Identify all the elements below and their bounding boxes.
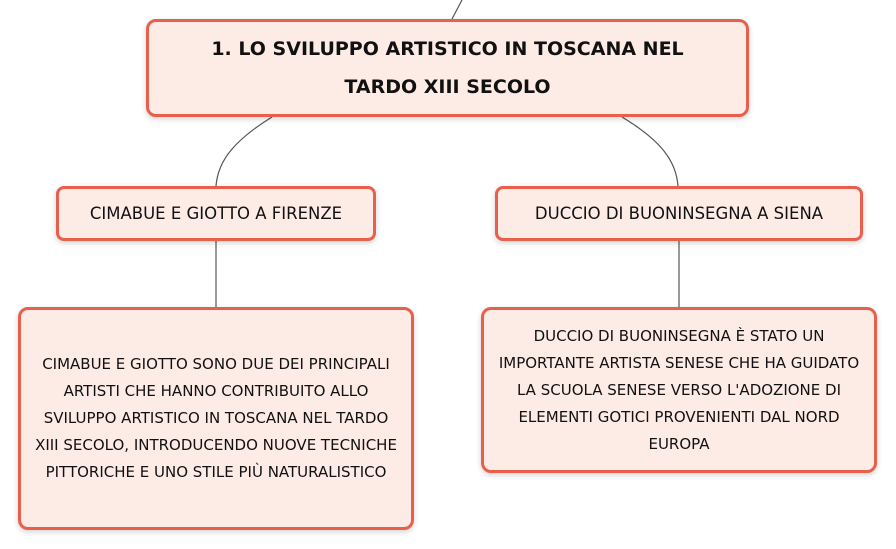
root-node-title: 1. LO SVILUPPO ARTISTICO IN TOSCANA NEL TARDO XIII SECOLO [211,38,684,98]
topic-node-duccio[interactable] [495,186,863,241]
topic-node-cimabue-giotto[interactable] [56,186,376,241]
topic-node-label: DUCCIO DI BUONINSEGNA A SIENA [534,204,824,223]
connector-root-to-siena [622,117,678,186]
detail-node-cimabue-giotto[interactable] [18,307,414,530]
detail-node-text: CIMABUE E GIOTTO SONO DUE DEI PRINCIPALI ARTISTI CHE HANNO CONTRIBUITO ALLO SVILUPPO ARTISTICO IN TOSCANA NEL TARDO XIII SECOLO, INTRODUCENDO NUOVE TECNICHE PITTORICHE E UNO STILE PIÙ NATURALISTICO [35,355,397,481]
topic-node-label: CIMABUE E GIOTTO A FIRENZE [89,204,343,223]
connector-root-to-firenze [216,117,272,186]
detail-node-text: DUCCIO DI BUONINSEGNA È STATO UN IMPORTANTE ARTISTA SENESE CHE HA GUIDATO LA SCUOLA SENESE VERSO L'ADOZIONE DI ELEMENTI GOTICI PROVENIENTI DAL NORD EUROPA [498,326,860,453]
detail-node-duccio[interactable] [481,307,877,473]
root-node[interactable] [146,19,749,117]
connector-parent-to-root [452,0,462,19]
